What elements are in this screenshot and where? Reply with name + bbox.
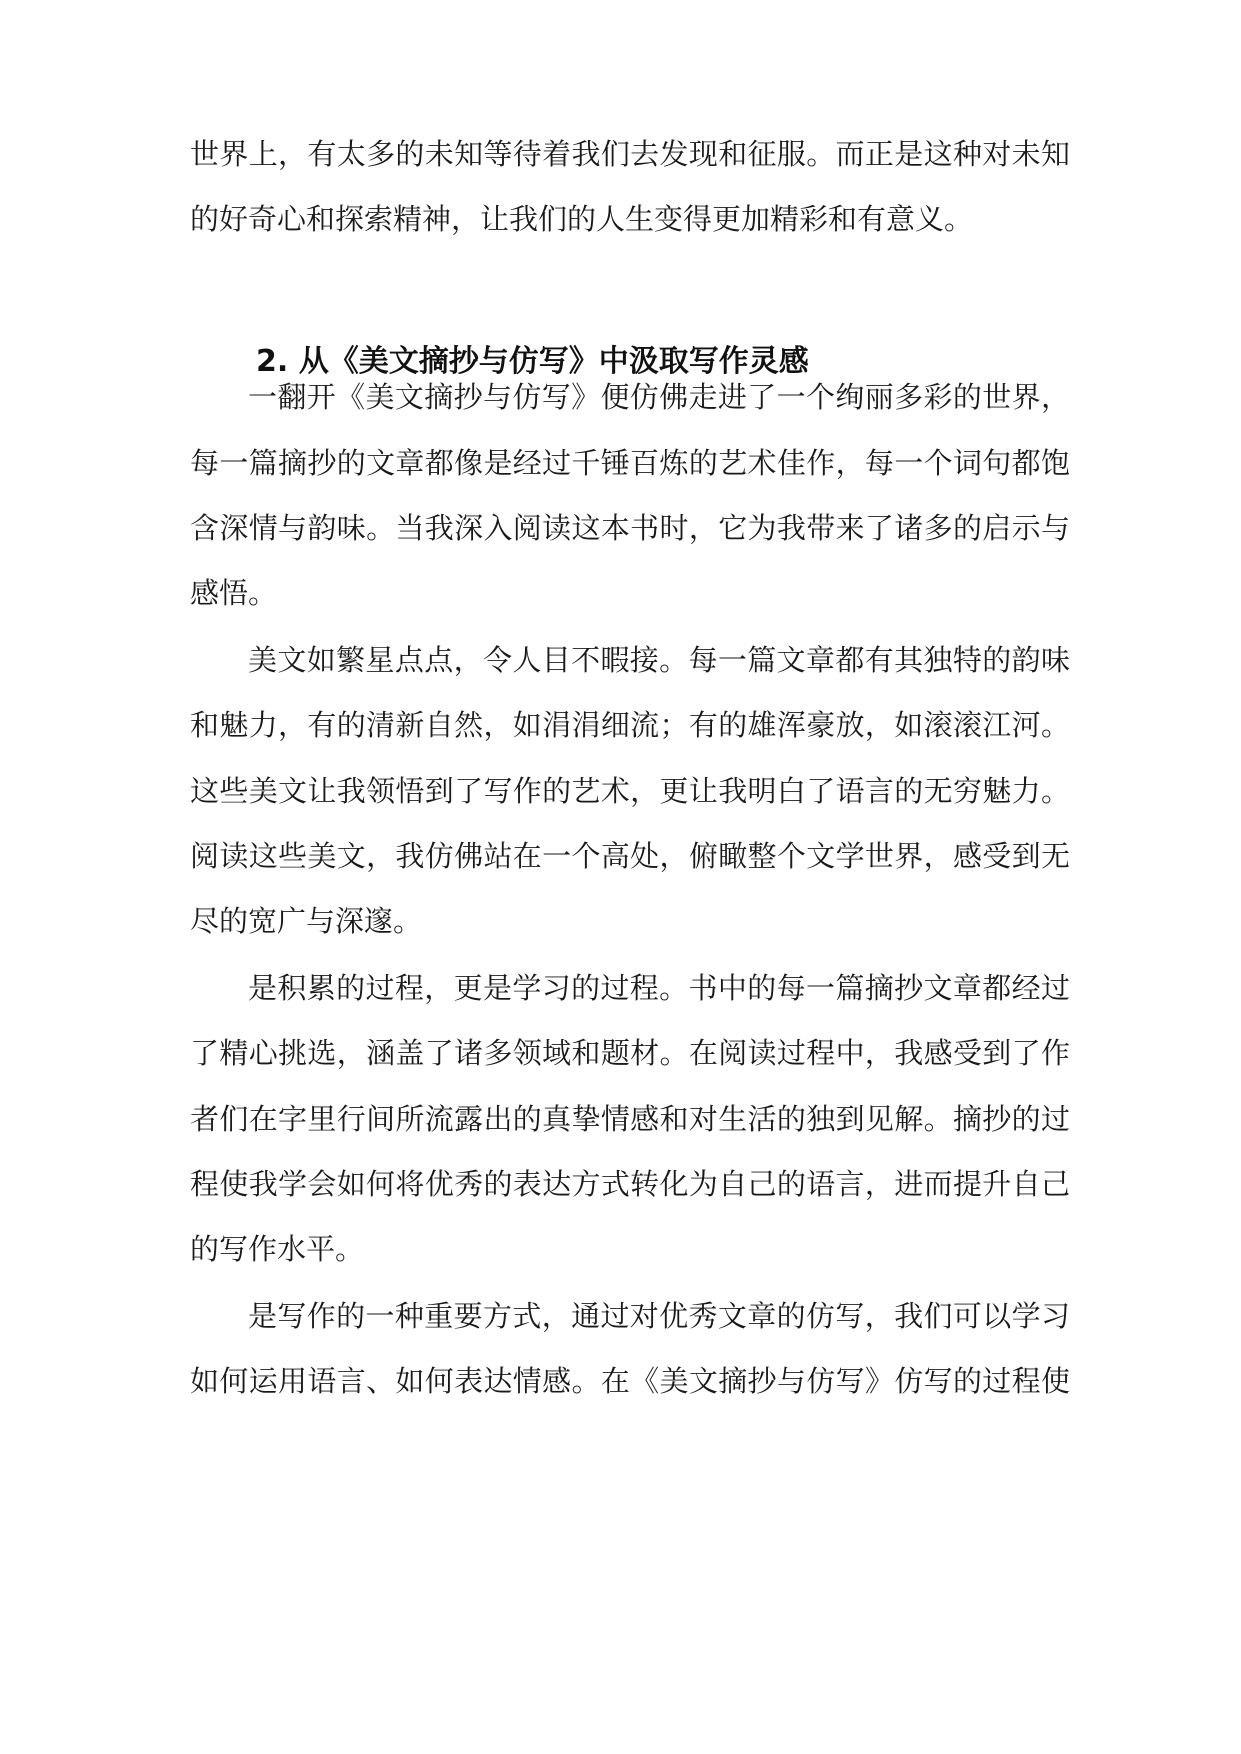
paragraph-1-line-2: 每一篇摘抄的文章都像是经过千锤百炼的艺术佳作，每一个词句都饱: [190, 446, 1070, 480]
paragraph-3-line-2: 了精心挑选，涵盖了诸多领域和题材。在阅读过程中，我感受到了作: [190, 1036, 1070, 1070]
paragraph-2-line-5: 尽的宽广与深邃。: [190, 904, 423, 938]
paragraph-2-line-4: 阅读这些美文，我仿佛站在一个高处，俯瞰整个文学世界，感受到无: [190, 839, 1070, 873]
paragraph-4-line-1: 是写作的一种重要方式，通过对优秀文章的仿写，我们可以学习: [248, 1299, 1070, 1333]
paragraph-2-line-1: 美文如繁星点点，令人目不暇接。每一篇文章都有其独特的韵味: [248, 643, 1070, 677]
intro-line-2: 的好奇心和探索精神，让我们的人生变得更加精彩和有意义。: [190, 202, 974, 236]
paragraph-4-line-2: 如何运用语言、如何表达情感。在《美文摘抄与仿写》仿写的过程使: [190, 1364, 1070, 1398]
section-heading: 2. 从《美文摘抄与仿写》中汲取写作灵感: [256, 344, 809, 379]
paragraph-3-line-5: 的写作水平。: [190, 1232, 365, 1266]
intro-line-1: 世界上，有太多的未知等待着我们去发现和征服。而正是这种对未知: [190, 137, 1070, 171]
paragraph-2-line-3: 这些美文让我领悟到了写作的艺术，更让我明白了语言的无穷魅力。: [190, 774, 1070, 808]
paragraph-3-line-3: 者们在字里行间所流露出的真挚情感和对生活的独到见解。摘抄的过: [190, 1102, 1070, 1136]
paragraph-1-line-4: 感悟。: [190, 576, 278, 610]
paragraph-3-line-4: 程使我学会如何将优秀的表达方式转化为自己的语言，进而提升自己: [190, 1167, 1070, 1201]
paragraph-3-line-1: 是积累的过程，更是学习的过程。书中的每一篇摘抄文章都经过: [248, 971, 1070, 1005]
paragraph-1-line-1: 一翻开《美文摘抄与仿写》便仿佛走进了一个绚丽多彩的世界，: [248, 380, 1070, 414]
paragraph-1-line-3: 含深情与韵味。当我深入阅读这本书时，它为我带来了诸多的启示与: [190, 511, 1070, 545]
paragraph-2-line-2: 和魅力，有的清新自然，如涓涓细流；有的雄浑豪放，如滚滚江河。: [190, 708, 1070, 742]
